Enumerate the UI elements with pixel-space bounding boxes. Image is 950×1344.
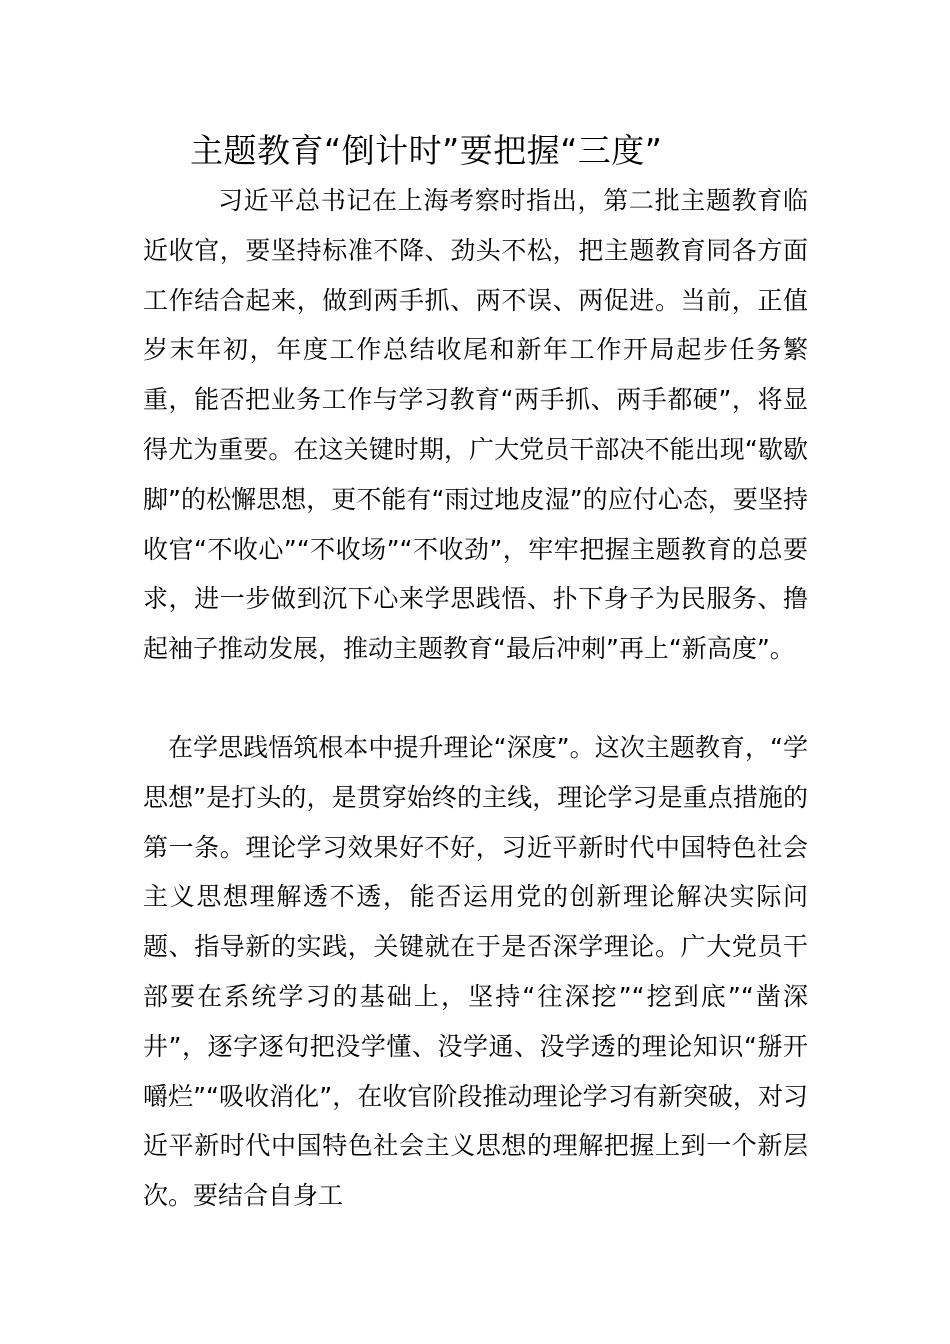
document-title: 主题教育“倒计时”要把握“三度” bbox=[190, 131, 663, 170]
paragraph-1: 习近平总书记在上海考察时指出，第二批主题教育临近收官，要坚持标准不降、劲头不松，把主题教育同各方面工作结合起来，做到两手抓、两不误、两促进。当前，正值岁末年初，年度工作总结收尾和新年工作开局起步任务繁重，能否把业务工作与学习教育“两手抓、两手都硬”，将显得尤为重要。在这关键时期，广大党员干部决不能出现“歇歇脚”的松懈思想，更不能有“雨过地皮湿”的应付心态，要坚持收官“不收心”“不收场”“不收劲”，牢牢把握主题教育的总要求，进一步做到沉下心来学思践悟、扑下身子为民服务、撸起袖子推动发展，推动主题教育“最后冲刺”再上“新高度”。 bbox=[143, 186, 808, 664]
paragraph-2: 在学思践悟筑根本中提升理论“深度”。这次主题教育，“学思想”是打头的，是贯穿始终的主线，理论学习是重点措施的第一条。理论学习效果好不好，习近平新时代中国特色社会主义思想理解透不透，能否运用党的创新理论解决实际问题、指导新的实践，关键就在于是否深学理论。广大党员干部要在系统学习的基础上，坚持“往深挖”“挖到底”“凿深井”，逐字逐句把没学懂、没学通、没学透的理论知识“掰开嚼烂”“吸收消化”，在收官阶段推动理论学习有新突破，对习近平新时代中国特色社会主义思想的理解把握上到一个新层次。要结合自身工 bbox=[143, 733, 808, 1211]
